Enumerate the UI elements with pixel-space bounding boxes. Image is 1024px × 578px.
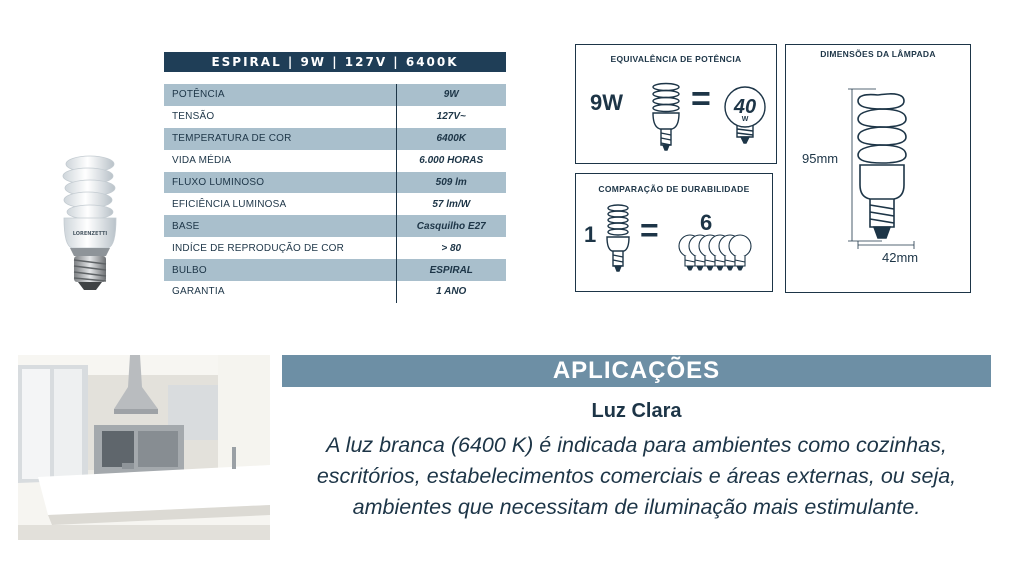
product-bulb-photo	[52, 150, 128, 295]
durability-equals: =	[640, 212, 659, 248]
spec-value: 6400K	[396, 128, 506, 150]
spec-value: 127V~	[396, 106, 506, 128]
spec-value: ESPIRAL	[396, 259, 506, 281]
svg-text:LORENZETTI: LORENZETTI	[72, 231, 108, 237]
kitchen-photo	[18, 355, 270, 540]
cfl-spiral-icon	[607, 205, 629, 271]
dimensions-diagram	[786, 45, 972, 294]
durability-icons	[576, 174, 774, 293]
dimension-width-label: 42mm	[882, 250, 919, 265]
power-equivalence-icons	[576, 45, 778, 165]
spec-row	[164, 281, 506, 303]
spec-row	[164, 84, 506, 106]
dimension-height-label: 95mm	[802, 151, 839, 166]
spec-row	[164, 150, 506, 172]
spec-label: TEMPERATURA DE COR	[164, 128, 396, 150]
power-equivalence-box	[575, 44, 777, 164]
spec-value: 6.000 HORAS	[396, 150, 506, 172]
spec-label: BULBO	[164, 259, 396, 281]
power-equivalence-equals: =	[691, 80, 711, 118]
durability-comparison-box	[575, 173, 773, 292]
durability-right: 6	[700, 210, 713, 235]
spec-value: 9W	[396, 84, 506, 106]
spec-row	[164, 237, 506, 259]
spec-value: Casquilho E27	[396, 215, 506, 237]
dimensions-title: DIMENSÕES DA LÂMPADA	[820, 49, 936, 59]
spec-row	[164, 259, 506, 281]
power-equivalence-left: 9W	[590, 90, 623, 115]
spec-table	[164, 84, 506, 303]
applications-banner: APLICAÇÕES	[282, 355, 991, 387]
power-equivalence-title: EQUIVALÊNCIA DE POTÊNCIA	[610, 54, 742, 64]
spec-title: ESPIRAL | 9W | 127V | 6400K	[164, 52, 506, 72]
dimensions-box	[785, 44, 971, 293]
spec-value: > 80	[396, 237, 506, 259]
spec-value: 509 lm	[396, 172, 506, 194]
applications-heading: Luz Clara	[591, 400, 682, 422]
durability-left: 1	[584, 222, 597, 247]
spec-label: BASE	[164, 215, 396, 237]
spec-label: TENSÃO	[164, 106, 396, 128]
cfl-outline-icon	[858, 94, 906, 238]
applications-description: A luz branca (6400 K) é indicada para ambientes como cozinhas, escritórios, estabelecimentos comerciais e áreas externas, ou seja, ambientes que necessitam de iluminação mais estimulante.	[316, 433, 957, 519]
spec-row	[164, 106, 506, 128]
spec-label: VIDA MÉDIA	[164, 150, 396, 172]
spec-row	[164, 128, 506, 150]
spec-label: INDÍCE DE REPRODUÇÃO DE COR	[164, 237, 396, 259]
spec-value: 1 ANO	[396, 281, 506, 303]
spec-label: EFICIÊNCIA LUMINOSA	[164, 193, 396, 215]
spec-row	[164, 215, 506, 237]
equivalent-watt-value: 40	[733, 96, 757, 118]
spec-label: GARANTIA	[164, 281, 396, 303]
cfl-spiral-icon	[653, 84, 679, 151]
equivalent-watt-unit: W	[741, 116, 749, 123]
spec-row	[164, 172, 506, 194]
spec-label: POTÊNCIA	[164, 84, 396, 106]
spec-label: FLUXO LUMINOSO	[164, 172, 396, 194]
spec-row	[164, 193, 506, 215]
spec-value: 57 lm/W	[396, 193, 506, 215]
incandescent-bulbs-group-icon	[679, 235, 751, 270]
durability-comparison-title: COMPARAÇÃO DE DURABILIDADE	[598, 184, 750, 194]
